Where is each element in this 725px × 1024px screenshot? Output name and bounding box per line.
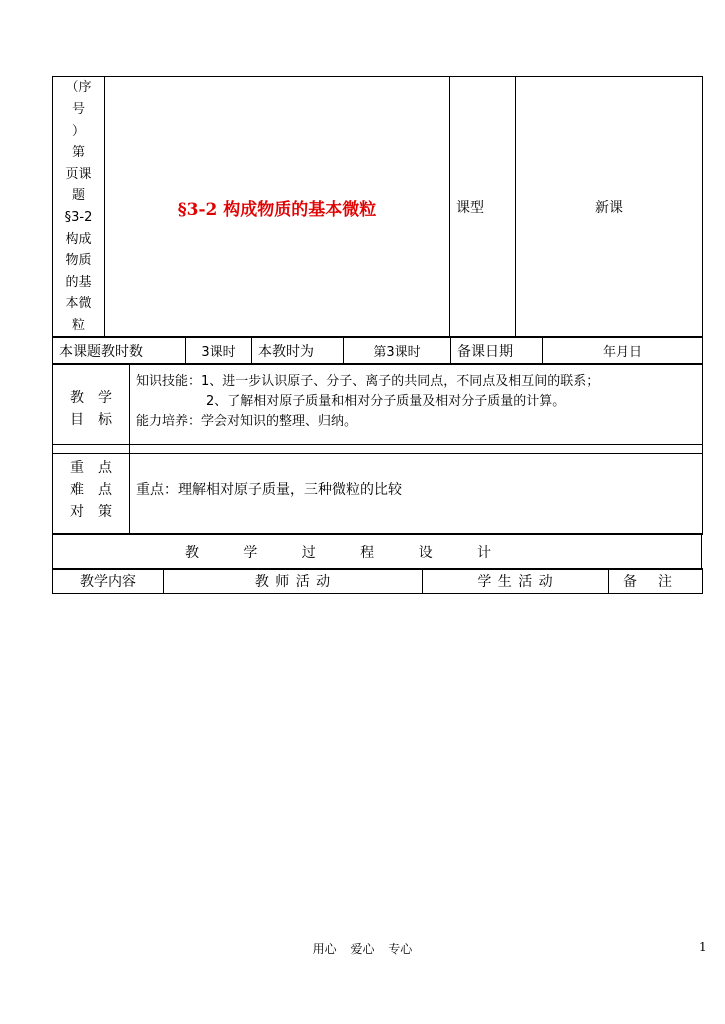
seq-line: 粒 [71,317,85,333]
lesson-title: §3-2 构成物质的基本微粒 [105,77,450,338]
label-line: 重 点 [70,459,112,476]
seq-line: 构成 [65,231,92,247]
heading-char: 程 [360,544,375,561]
content-column-header: 教学内容 [53,569,164,594]
page-footer: 用心 爱心 专心 [312,942,413,956]
notes-char: 注 [658,574,672,590]
objectives-table [52,363,703,454]
knowledge-line-2: 2、了解相对原子质量和相对分子质量及相对分子质量的计算。 [206,394,566,409]
process-heading-table [52,533,702,570]
columns-header-table [52,568,703,594]
focus-content: 重点：理解相对原子质量，三种微粒的比较 [130,445,703,535]
sequence-cell [53,77,105,338]
prep-date-value: 年月日 [543,337,703,365]
lesson-header-table [52,76,703,338]
seq-line: ） [71,123,85,139]
notes-column-header [609,569,703,594]
seq-line: 第 [71,145,85,161]
total-hours-value: 3课时 [186,337,252,365]
objectives-content [130,364,703,454]
current-hour-label: 本教时为 [252,337,344,365]
current-hour-value: 第3课时 [344,337,451,365]
objectives-label [53,364,130,454]
label-line: 难 点 [70,481,112,498]
label-line: 对 策 [70,503,112,520]
focus-label [53,445,130,535]
seq-line: 题 [71,188,85,204]
ability-line: 能力培养：学会对知识的整理、归纳。 [136,414,358,429]
lesson-type-value: 新课 [516,77,703,338]
lesson-type-label: 课型 [450,77,516,338]
label-line: 教 学 [70,389,112,406]
seq-line: 本微 [65,296,92,312]
heading-char: 教 [185,544,199,561]
seq-line: （序 [65,80,92,96]
student-column-header: 学 生 活 动 [423,569,609,594]
label-line: 目 标 [70,411,112,428]
heading-char: 过 [301,544,316,561]
knowledge-line-1: 知识技能：1、进一步认识原子、分子、离子的共同点，不同点及相互间的联系； [136,374,600,389]
teacher-column-header: 教 师 活 动 [164,569,423,594]
notes-char: 备 [623,574,637,590]
seq-line: 页课 [65,166,92,182]
heading-char: 设 [418,544,433,561]
seq-line: 的基 [65,274,92,290]
process-heading [53,534,702,570]
prep-date-label: 备课日期 [451,337,543,365]
focus-table [52,444,703,535]
seq-line: 物质 [65,253,92,269]
page-number: 1 [699,940,707,954]
hours-table [52,336,703,365]
seq-line: 号 [71,102,85,118]
seq-line: §3-2 [64,210,93,225]
heading-char: 计 [476,544,491,561]
heading-char: 学 [243,544,258,561]
total-hours-label: 本课题教时数 [53,337,186,365]
